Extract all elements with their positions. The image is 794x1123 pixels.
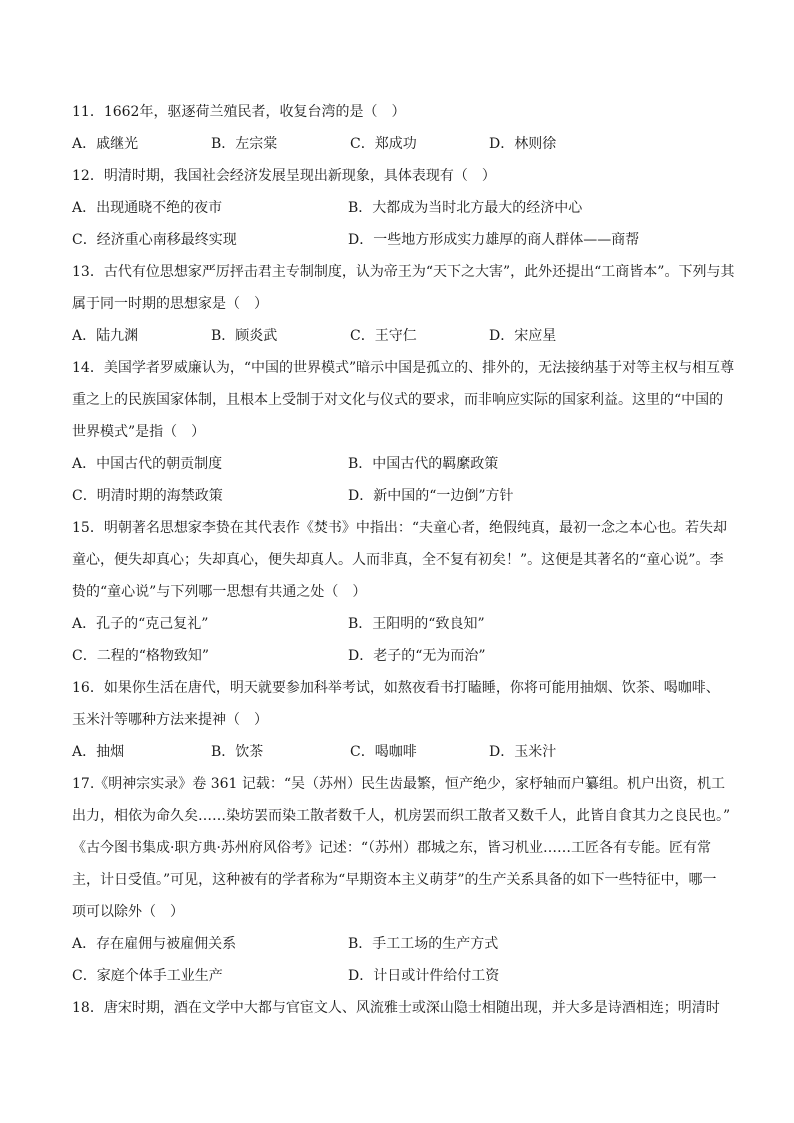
answer-option[interactable]: A．抽烟 (72, 744, 125, 760)
answer-option[interactable]: B．王阳明的“致良知” (348, 616, 485, 632)
question-text: 18．唐宋时期，酒在文学中大都与官宦文人、风流雅士或深山隐士相随出现，并大多是诗酒相连；明清时 (72, 1000, 720, 1016)
answer-option[interactable]: B．中国古代的羁縻政策 (348, 456, 499, 472)
option-row (72, 485, 732, 507)
answer-option[interactable]: C．王守仁 (350, 328, 417, 344)
answer-option[interactable]: B．大都成为当时北方最大的经济中心 (348, 200, 583, 216)
answer-option[interactable]: D．宋应星 (489, 328, 557, 344)
answer-option[interactable]: C．喝咖啡 (350, 744, 417, 760)
question-text: 17.《明神宗实录》卷 361 记载：“吴（苏州）民生齿最繁，恒产绝少，家杼轴而户纂组。机户出资，机工 (72, 776, 726, 792)
question-text: 14．美国学者罗威廉认为，“中国的世界模式”暗示中国是孤立的、排外的，无法接纳基于对等主权与相互尊 (72, 360, 735, 376)
option-row (72, 933, 732, 955)
answer-option[interactable]: A．出现通晓不绝的夜市 (72, 200, 223, 216)
answer-option[interactable]: A．中国古代的朝贡制度 (72, 456, 223, 472)
answer-option[interactable]: C．郑成功 (350, 136, 417, 152)
answer-option[interactable]: D．新中国的“一边倒”方针 (348, 488, 514, 504)
option-row (72, 197, 732, 219)
question-text: 11．1662年，驱逐荷兰殖民者，收复台湾的是（ ） (72, 104, 406, 120)
answer-option[interactable]: B．左宗棠 (211, 136, 278, 152)
answer-option[interactable]: C．家庭个体手工业生产 (72, 968, 223, 984)
answer-option[interactable]: C．经济重心南移最终实现 (72, 232, 237, 248)
question-text: 属于同一时期的思想家是（ ） (72, 296, 268, 312)
question-text: 童心，便失却真心；失却真心，便失却真人。人而非真，全不复有初矣！”。这便是其著名的“童心说”。李 (72, 552, 724, 568)
answer-option[interactable]: D．一些地方形成实力雄厚的商人群体——商帮 (348, 232, 640, 248)
answer-option[interactable]: B．顾炎武 (211, 328, 278, 344)
answer-option[interactable]: D．老子的“无为而治” (348, 648, 486, 664)
answer-option[interactable]: C．二程的“格物致知” (72, 648, 210, 664)
option-row (72, 645, 732, 667)
question-text: 主，计日受值。”可见，这种被有的学者称为“早期资本主义萌芽”的生产关系具备的如下一些特征中，哪一 (72, 872, 717, 888)
answer-option[interactable]: A．戚继光 (72, 136, 139, 152)
question-text: 项可以除外（ ） (72, 904, 184, 920)
option-row (72, 133, 732, 155)
answer-option[interactable]: A．存在雇佣与被雇佣关系 (72, 936, 237, 952)
answer-option[interactable]: D．计日或计件给付工资 (348, 968, 500, 984)
question-text: 13．古代有位思想家严厉抨击君主专制制度，认为帝王为“天下之大害”，此外还提出“工商皆本”。下列与其 (72, 264, 735, 280)
option-row (72, 741, 732, 763)
question-text: 12．明清时期，我国社会经济发展呈现出新现象，具体表现有（ ） (72, 168, 496, 184)
option-row (72, 229, 732, 251)
answer-option[interactable]: D．林则徐 (489, 136, 557, 152)
option-row (72, 453, 732, 475)
question-text: 世界模式”是指（ ） (72, 424, 206, 440)
option-row (72, 613, 732, 635)
question-text: 玉米汁等哪种方法来提神（ ） (72, 712, 268, 728)
answer-option[interactable]: B．饮茶 (211, 744, 264, 760)
answer-option[interactable]: A．孔子的“克己复礼” (72, 616, 209, 632)
question-text: 15．明朝著名思想家李贽在其代表作《焚书》中指出：“夫童心者，绝假纯真，最初一念之本心也。若失却 (72, 520, 727, 536)
question-text: 重之上的民族国家体制，且根本上受制于对文化与仪式的要求，而非响应实际的国家利益。这里的“中国的 (72, 392, 724, 408)
question-text: 贽的“童心说”与下列哪一思想有共通之处（ ） (72, 584, 367, 600)
answer-option[interactable]: D．玉米汁 (489, 744, 557, 760)
option-row (72, 325, 732, 347)
answer-option[interactable]: B．手工工场的生产方式 (348, 936, 499, 952)
option-row (72, 965, 732, 987)
answer-option[interactable]: C．明清时期的海禁政策 (72, 488, 223, 504)
question-text: 出力，相依为命久矣……染坊罢而染工散者数千人，机房罢而织工散者又数千人，此皆自食其力之良民也。” (72, 808, 731, 824)
question-text: 16．如果你生活在唐代，明天就要参加科举考试，如熬夜看书打瞌睡，你将可能用抽烟、饮茶、喝咖啡、 (72, 680, 720, 696)
exam-page (72, 101, 735, 1029)
question-text: 《古今图书集成·职方典·苏州府风俗考》记述：“（苏州）郡城之东，皆习机业……工匠各有专能。匠有常 (72, 840, 712, 856)
answer-option[interactable]: A．陆九渊 (72, 328, 139, 344)
